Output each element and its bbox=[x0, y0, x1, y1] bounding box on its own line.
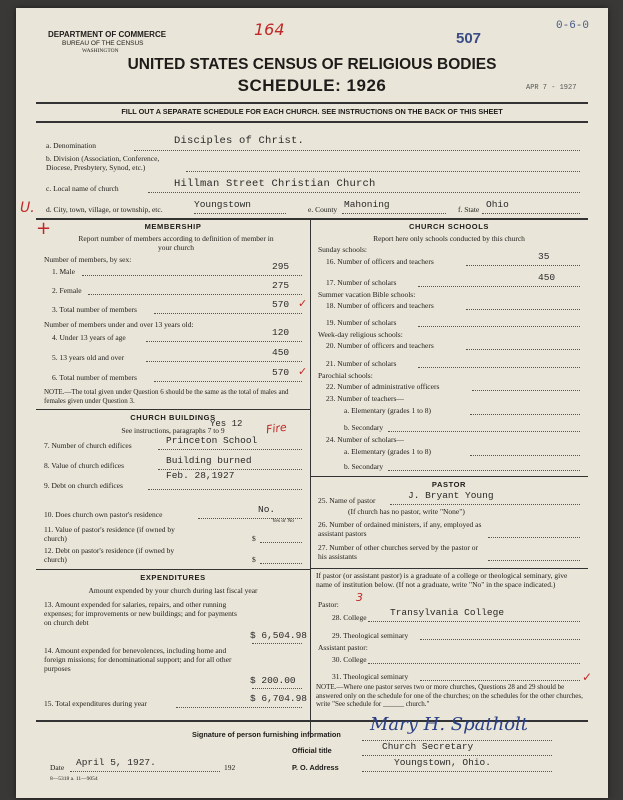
state-line bbox=[482, 213, 580, 214]
q3-label: 3. Total number of members bbox=[52, 305, 137, 314]
q24b-label: b. Secondary bbox=[344, 462, 384, 471]
q5-line bbox=[146, 361, 302, 362]
address-label: P. O. Address bbox=[292, 763, 339, 772]
q10-label: 10. Does church own pastor's residence bbox=[44, 510, 163, 519]
q20-line bbox=[466, 349, 580, 350]
schools-title: CHURCH SCHOOLS bbox=[408, 222, 490, 231]
q1-line bbox=[82, 275, 302, 276]
official-title-value: Church Secretary bbox=[382, 741, 474, 752]
address-line bbox=[362, 771, 552, 772]
q4-line bbox=[146, 341, 302, 342]
q19-line bbox=[418, 326, 580, 327]
q13-label: 13. Amount expended for salaries, repairs, and other running expenses; for improvements or new buildings; and for payments on church debt bbox=[44, 600, 237, 627]
county-line bbox=[342, 213, 446, 214]
q12-label: 12. Debt on pastor's residence (if owned by church) bbox=[44, 546, 175, 564]
state-label: f. State bbox=[458, 205, 480, 214]
membership-rule bbox=[36, 409, 310, 410]
denomination-label: a. Denomination bbox=[46, 141, 96, 150]
date-label: Date bbox=[50, 763, 65, 772]
q16-line bbox=[466, 265, 580, 266]
city-label: d. City, town, village, or township, etc. bbox=[46, 205, 163, 214]
q19-label: 19. Number of scholars bbox=[326, 318, 397, 327]
received-stamp: APR 7 - 1927 bbox=[526, 84, 577, 92]
q20-label: 20. Number of officers and teachers bbox=[326, 341, 434, 350]
county-label: e. County bbox=[308, 205, 338, 214]
membership-title: MEMBERSHIP bbox=[144, 222, 202, 231]
q30-line bbox=[368, 663, 580, 664]
check-mark-icon: ✓ bbox=[582, 670, 593, 684]
q5-value: 450 bbox=[272, 347, 290, 358]
q12-dollar: $ bbox=[252, 555, 256, 564]
q28-line bbox=[368, 621, 580, 622]
q17-label: 17. Number of scholars bbox=[326, 278, 397, 287]
yes-or-no-hint: Yes or No bbox=[272, 518, 295, 524]
q4-value: 120 bbox=[272, 327, 290, 338]
q24a-label: a. Elementary (grades 1 to 8) bbox=[344, 447, 432, 456]
q3-value: 570 bbox=[272, 299, 290, 310]
q18-line bbox=[466, 309, 580, 310]
q28-label: 28. College bbox=[332, 613, 367, 622]
parochial-label: Parochial schools: bbox=[318, 371, 373, 380]
official-title-label: Official title bbox=[292, 746, 332, 755]
q2-line bbox=[88, 294, 302, 295]
q1-label: 1. Male bbox=[52, 267, 75, 276]
college-note: If pastor (or assistant pastor) is a graduate of a college or theological seminary, give name of institution below. (If not a graduate, write "No" in the space indicated.) bbox=[316, 571, 568, 589]
q14-line bbox=[252, 688, 302, 689]
pastor-rule bbox=[310, 568, 588, 569]
q15-line bbox=[176, 707, 302, 708]
q21-line bbox=[418, 367, 580, 368]
q29-label: 29. Theological seminary bbox=[332, 631, 409, 640]
summer-label: Summer vacation Bible schools: bbox=[318, 290, 416, 299]
division-line bbox=[186, 171, 580, 172]
expenditures-intro: Amount expended by your church during last fiscal year bbox=[88, 586, 258, 595]
check-mark-icon: ✓ bbox=[298, 365, 308, 378]
q16-value: 35 bbox=[538, 251, 550, 262]
q22-label: 22. Number of administrative officers bbox=[326, 382, 440, 391]
date-line bbox=[70, 771, 220, 772]
mark-3: 3 bbox=[356, 591, 363, 604]
q6-label: 6. Total number of members bbox=[52, 373, 137, 382]
q12-line bbox=[260, 563, 302, 564]
q25-note: (If church has no pastor, write "None") bbox=[348, 507, 465, 516]
local-name-line bbox=[148, 192, 580, 193]
q25-label: 25. Name of pastor bbox=[318, 496, 376, 505]
q14-value: $ 200.00 bbox=[250, 675, 296, 686]
q2-label: 2. Female bbox=[52, 286, 82, 295]
address-value: Youngstown, Ohio. bbox=[394, 757, 491, 768]
denomination-line bbox=[134, 150, 580, 151]
q15-value: $ 6,704.98 bbox=[250, 693, 308, 704]
q13-value: $ 6,504.98 bbox=[250, 630, 308, 641]
by-sex-label: Number of members, by sex: bbox=[44, 255, 132, 264]
by-age-label: Number of members under and over 13 years old: bbox=[44, 320, 194, 329]
q2-value: 275 bbox=[272, 280, 290, 291]
q24-label: 24. Number of scholars— bbox=[326, 435, 404, 444]
state-value: Ohio bbox=[486, 199, 509, 210]
q13-line bbox=[252, 643, 302, 644]
q31-label: 31. Theological seminary bbox=[332, 672, 409, 681]
local-name-value: Hillman Street Christian Church bbox=[174, 178, 376, 190]
q25-line bbox=[390, 504, 580, 505]
q30-label: 30. College bbox=[332, 655, 367, 664]
buildings-title: CHURCH BUILDINGS bbox=[130, 413, 216, 422]
q4-label: 4. Under 13 years of age bbox=[52, 333, 126, 342]
weekday-label: Week-day religious schools: bbox=[318, 330, 403, 339]
buildings-rule bbox=[36, 569, 310, 570]
form-title: UNITED STATES CENSUS OF RELIGIOUS BODIES bbox=[127, 56, 497, 73]
pastor-note: NOTE.—Where one pastor serves two or more churches, Questions 28 and 29 should be answered only on the schedule for one of the churches; on the schedules for the other churches, write "See schedule for ______ church." bbox=[316, 683, 583, 708]
q8-value: Building burned bbox=[166, 455, 252, 466]
q18-label: 18. Number of officers and teachers bbox=[326, 301, 434, 310]
q6-line bbox=[154, 381, 302, 382]
q27-line bbox=[488, 560, 580, 561]
q10-value: No. bbox=[258, 504, 276, 515]
q21-label: 21. Number of scholars bbox=[326, 359, 397, 368]
expenditures-title: EXPENDITURES bbox=[140, 573, 206, 582]
q7-label: 7. Number of church edifices bbox=[44, 441, 132, 450]
county-value: Mahoning bbox=[344, 199, 390, 210]
annotation-164: 164 bbox=[254, 20, 285, 39]
q29-line bbox=[420, 639, 580, 640]
year-suffix: 192 bbox=[224, 763, 236, 772]
q25-value: J. Bryant Young bbox=[408, 490, 494, 501]
q23a-line bbox=[470, 414, 580, 415]
signature: Mary H. Spatholt bbox=[370, 714, 529, 735]
q14-label: 14. Amount expended for benevolences, including home and foreign missions; for denominational support; and for all other purposes bbox=[44, 646, 232, 673]
q15-label: 15. Total expenditures during year bbox=[44, 699, 147, 708]
buildings-intro: See instructions, paragraphs 7 to 9 bbox=[121, 426, 225, 435]
q17-value: 450 bbox=[538, 272, 556, 283]
q3-line bbox=[154, 313, 302, 314]
membership-intro: Report number of members according to definition of member in your church bbox=[78, 234, 274, 252]
q23-label: 23. Number of teachers— bbox=[326, 394, 404, 403]
q26-line bbox=[488, 537, 580, 538]
city-value: Youngstown bbox=[194, 199, 252, 210]
yes-note: Yes 12 bbox=[210, 419, 243, 429]
code-stamp: 0-6-0 bbox=[556, 20, 590, 32]
q9-label: 9. Debt on church edifices bbox=[44, 481, 123, 490]
q26-label: 26. Number of ordained ministers, if any, employed as assistant pastors bbox=[318, 520, 482, 538]
q6-value: 570 bbox=[272, 367, 290, 378]
bureau-city: WASHINGTON bbox=[82, 48, 119, 54]
q23b-label: b. Secondary bbox=[344, 423, 384, 432]
q23b-line bbox=[388, 431, 580, 432]
stamp-507: 507 bbox=[456, 30, 482, 47]
q5-label: 5. 13 years old and over bbox=[52, 353, 125, 362]
instruction-rule bbox=[36, 121, 588, 123]
q11-line bbox=[260, 542, 302, 543]
q24b-line bbox=[388, 470, 580, 471]
sunday-label: Sunday schools: bbox=[318, 245, 367, 254]
margin-mark: U. bbox=[20, 200, 35, 216]
local-name-label: c. Local name of church bbox=[46, 184, 119, 193]
instruction-line: FILL OUT A SEPARATE SCHEDULE FOR EACH CHURCH. SEE INSTRUCTIONS ON THE BACK OF THIS SHEET bbox=[121, 107, 503, 116]
schools-rule bbox=[310, 476, 588, 477]
header-rule bbox=[36, 102, 588, 104]
schools-intro: Report here only schools conducted by this church bbox=[373, 234, 525, 243]
check-mark-icon: ✓ bbox=[298, 297, 308, 310]
q28-value: Transylvania College bbox=[390, 607, 505, 618]
q17-line bbox=[418, 286, 580, 287]
q22-line bbox=[472, 390, 580, 391]
pastor-label: Pastor: bbox=[318, 600, 339, 609]
q23a-label: a. Elementary (grades 1 to 8) bbox=[344, 406, 432, 415]
official-title-line bbox=[362, 755, 552, 756]
census-schedule-sheet bbox=[16, 8, 608, 798]
q9-value: Feb. 28,1927 bbox=[166, 470, 235, 481]
schedule-year: SCHEDULE: 1926 bbox=[237, 76, 387, 95]
q8-label: 8. Value of church edifices bbox=[44, 461, 125, 470]
column-divider bbox=[310, 218, 311, 738]
division-label: b. Division (Association, Conference, Diocese, Presbytery, Synod, etc.) bbox=[46, 154, 160, 172]
section-rule-top bbox=[36, 218, 588, 220]
q11-label: 11. Value of pastor's residence (if owned by church) bbox=[44, 525, 175, 543]
city-line bbox=[194, 213, 286, 214]
red-plus-mark: + bbox=[36, 218, 52, 239]
q24a-line bbox=[470, 455, 580, 456]
bureau-name: BUREAU OF THE CENSUS bbox=[62, 40, 144, 47]
q7-value: Princeton School bbox=[166, 435, 258, 446]
signature-label: Signature of person furnishing information bbox=[192, 730, 341, 739]
fire-note: Fire bbox=[265, 420, 288, 437]
q16-label: 16. Number of officers and teachers bbox=[326, 257, 434, 266]
q31-line bbox=[420, 680, 580, 681]
q11-dollar: $ bbox=[252, 534, 256, 543]
denomination-value: Disciples of Christ. bbox=[174, 135, 305, 147]
q1-value: 295 bbox=[272, 261, 290, 272]
pastor-title: PASTOR bbox=[431, 480, 467, 489]
q9-line bbox=[148, 489, 302, 490]
form-number: 8—5318 a. 11—9054 bbox=[50, 776, 98, 782]
date-value: April 5, 1927. bbox=[76, 757, 156, 768]
dept-name: DEPARTMENT OF COMMERCE bbox=[48, 30, 167, 39]
membership-note: NOTE.—The total given under Question 6 should be the same as the total of males and females given under Question 3. bbox=[44, 388, 289, 405]
q7-line bbox=[158, 449, 302, 450]
assistant-label: Assistant pastor: bbox=[318, 643, 368, 652]
q27-label: 27. Number of other churches served by the pastor or his assistants bbox=[318, 543, 478, 561]
